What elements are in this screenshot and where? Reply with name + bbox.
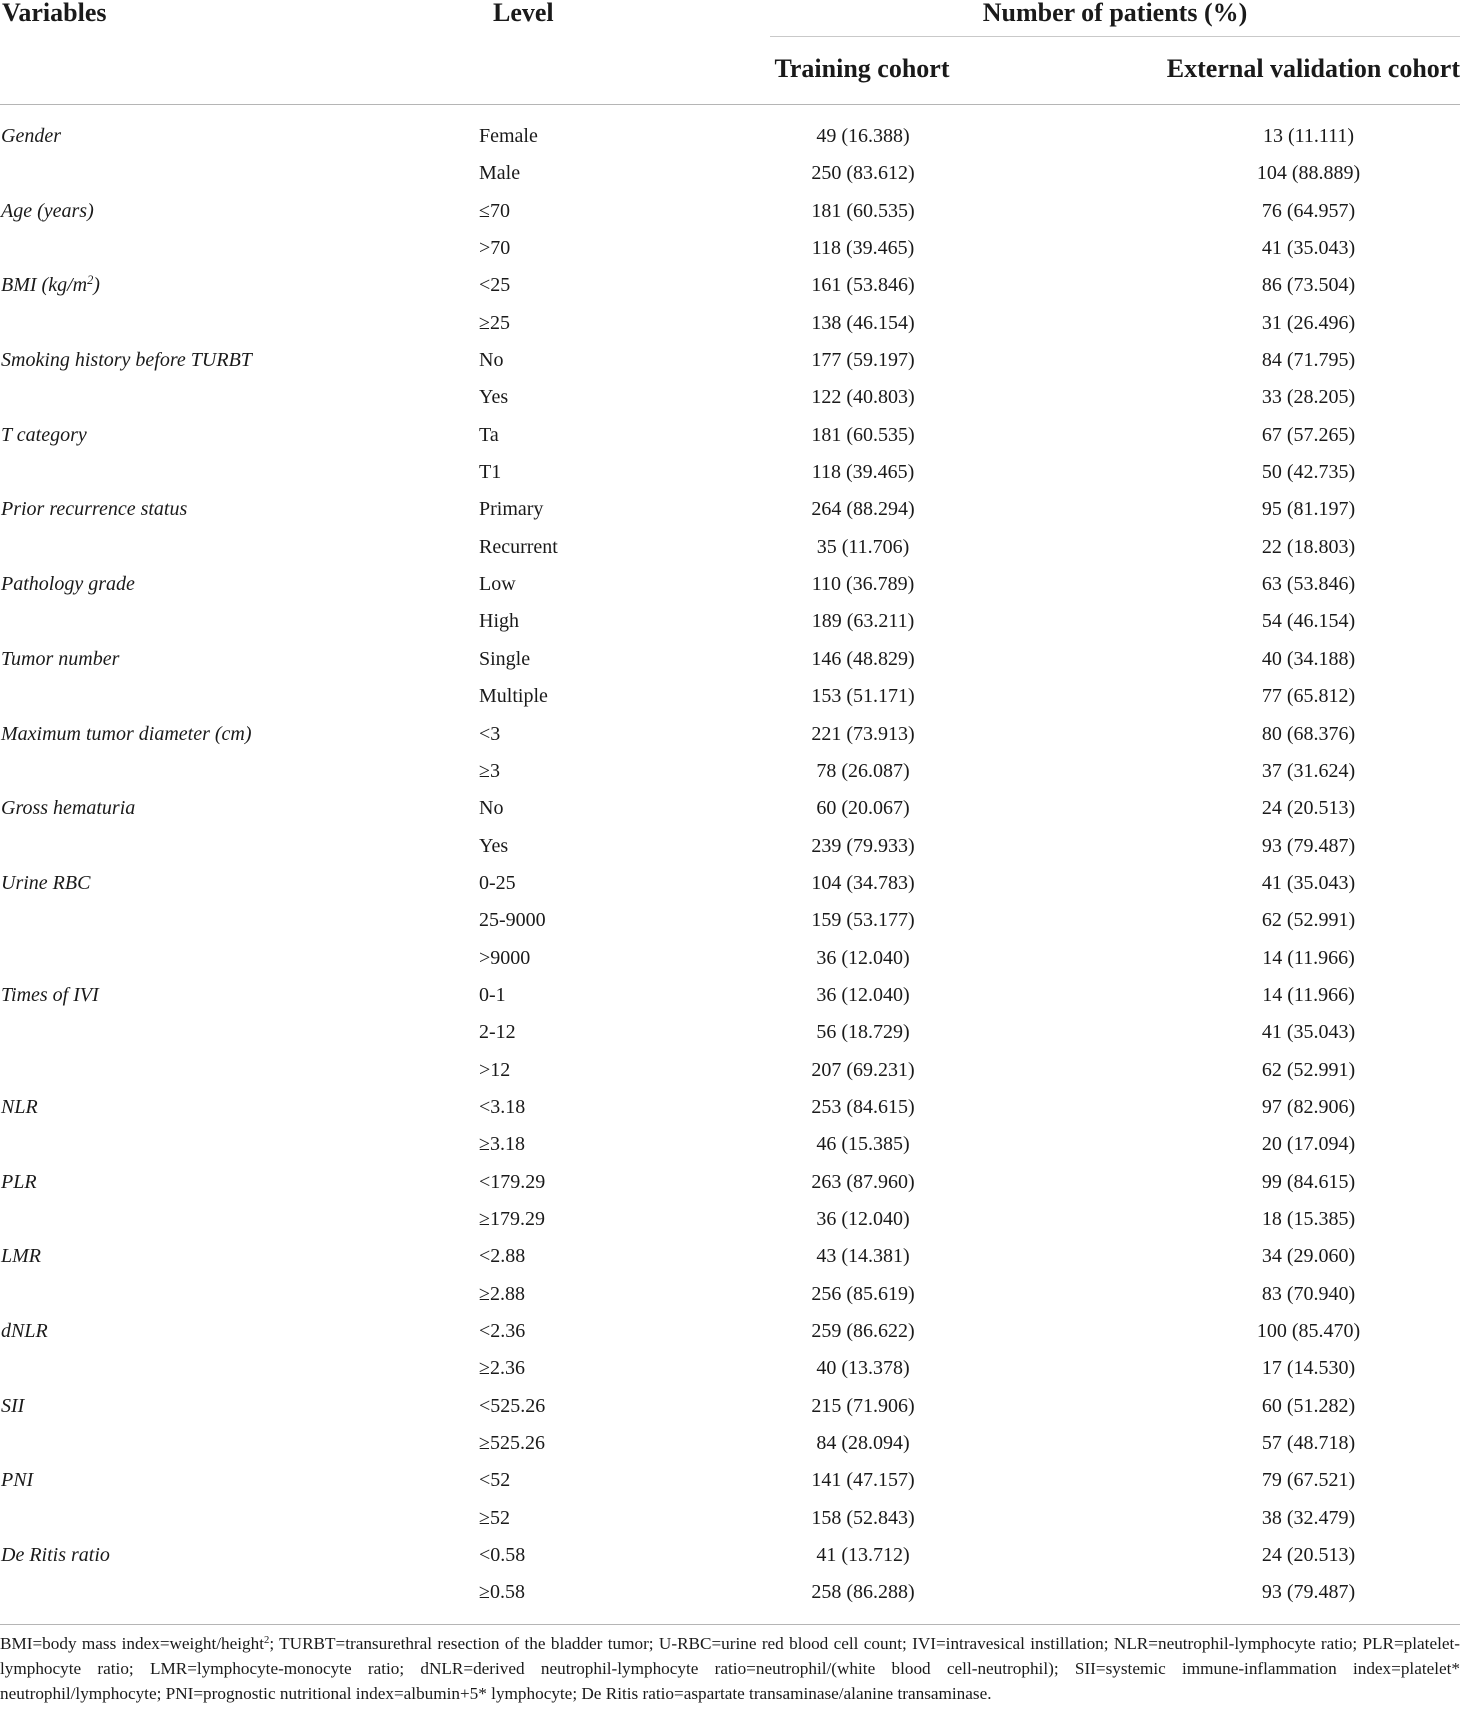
table-row xyxy=(0,940,1460,977)
validation-cohort-cell: 84 (71.795) xyxy=(1261,349,1356,372)
variable-cell: Smoking history before TURBT xyxy=(1,349,252,372)
validation-cohort-cell: 22 (18.803) xyxy=(1261,535,1356,558)
table-row xyxy=(0,1014,1460,1051)
variable-cell: SII xyxy=(1,1394,25,1417)
level-cell: <3.18 xyxy=(479,1095,526,1118)
training-cohort-cell: 177 (59.197) xyxy=(811,349,915,372)
validation-cohort-cell: 63 (53.846) xyxy=(1261,573,1356,596)
level-cell: Primary xyxy=(479,498,544,521)
validation-cohort-cell: 41 (35.043) xyxy=(1261,237,1356,260)
variable-cell: Gross hematuria xyxy=(1,797,136,820)
validation-cohort-cell: 41 (35.043) xyxy=(1261,1021,1356,1044)
table-row xyxy=(0,753,1460,790)
validation-cohort-cell: 80 (68.376) xyxy=(1261,722,1356,745)
training-cohort-cell: 78 (26.087) xyxy=(816,759,910,782)
training-cohort-cell: 256 (85.619) xyxy=(811,1282,915,1305)
table-row xyxy=(0,342,1460,379)
level-cell: ≥179.29 xyxy=(479,1207,545,1230)
table-row xyxy=(0,902,1460,939)
header-bottom-rule xyxy=(0,104,1460,105)
validation-cohort-cell: 24 (20.513) xyxy=(1261,797,1356,820)
validation-cohort-cell: 77 (65.812) xyxy=(1261,685,1356,708)
table-row xyxy=(0,230,1460,267)
validation-cohort-cell: 100 (85.470) xyxy=(1256,1320,1361,1342)
training-cohort-cell: 118 (39.465) xyxy=(811,237,915,260)
table-row xyxy=(0,1313,1460,1350)
training-cohort-cell: 40 (13.378) xyxy=(816,1357,910,1380)
variable-cell: PNI xyxy=(1,1469,34,1492)
level-cell: <2.36 xyxy=(479,1320,526,1342)
level-cell: ≥3.18 xyxy=(479,1133,525,1156)
validation-cohort-cell: 67 (57.265) xyxy=(1261,423,1356,446)
header-variables: Variables xyxy=(2,0,107,27)
level-cell: 25-9000 xyxy=(479,909,546,932)
table-row xyxy=(0,155,1460,192)
header-level: Level xyxy=(493,0,554,27)
training-cohort-cell: 41 (13.712) xyxy=(816,1544,910,1567)
level-cell: No xyxy=(479,797,504,820)
validation-cohort-cell: 62 (52.991) xyxy=(1261,1058,1356,1081)
validation-cohort-cell: 34 (29.060) xyxy=(1261,1245,1356,1268)
variable-cell: Pathology grade xyxy=(1,573,135,596)
validation-cohort-cell: 20 (17.094) xyxy=(1261,1133,1356,1156)
level-cell: <52 xyxy=(479,1469,511,1492)
validation-cohort-cell: 40 (34.188) xyxy=(1261,647,1356,670)
validation-cohort-cell: 93 (79.487) xyxy=(1261,1581,1356,1604)
level-cell: ≥2.36 xyxy=(479,1357,525,1380)
training-cohort-cell: 263 (87.960) xyxy=(811,1170,915,1193)
variable-cell: Age (years) xyxy=(1,199,94,222)
table-bottom-rule xyxy=(0,1624,1460,1625)
table-row xyxy=(0,305,1460,342)
table-row xyxy=(0,1089,1460,1126)
validation-cohort-cell: 33 (28.205) xyxy=(1261,386,1356,409)
variable-cell: dNLR xyxy=(1,1320,48,1342)
training-cohort-cell: 36 (12.040) xyxy=(816,1207,910,1230)
training-cohort-cell: 43 (14.381) xyxy=(816,1245,910,1268)
training-cohort-cell: 158 (52.843) xyxy=(811,1506,915,1529)
training-cohort-cell: 56 (18.729) xyxy=(816,1021,910,1044)
table-row xyxy=(0,1388,1460,1425)
validation-cohort-cell: 93 (79.487) xyxy=(1261,834,1356,857)
table-row xyxy=(0,716,1460,753)
level-cell: <0.58 xyxy=(479,1544,526,1567)
table-row xyxy=(0,1126,1460,1163)
training-cohort-cell: 122 (40.803) xyxy=(811,386,915,409)
validation-cohort-cell: 18 (15.385) xyxy=(1261,1207,1356,1230)
validation-cohort-cell: 17 (14.530) xyxy=(1261,1357,1356,1380)
training-cohort-cell: 153 (51.171) xyxy=(811,685,915,708)
table-row xyxy=(0,193,1460,230)
footnote-text-1: BMI=body mass index=weight/height xyxy=(0,1634,265,1653)
table-row xyxy=(0,828,1460,865)
level-cell: No xyxy=(479,349,504,372)
validation-cohort-cell: 24 (20.513) xyxy=(1261,1544,1356,1567)
level-cell: Yes xyxy=(479,834,509,857)
level-cell: Female xyxy=(479,125,538,147)
table-row xyxy=(0,379,1460,416)
training-cohort-cell: 36 (12.040) xyxy=(816,946,910,969)
table-body xyxy=(0,118,1460,1612)
validation-cohort-cell: 50 (42.735) xyxy=(1261,461,1356,484)
level-cell: High xyxy=(479,610,519,633)
level-cell: ≥25 xyxy=(479,311,510,334)
table-row xyxy=(0,977,1460,1014)
level-cell: <2.88 xyxy=(479,1245,526,1268)
table-footnote xyxy=(0,1631,1460,1706)
level-cell: 0-1 xyxy=(479,983,506,1006)
table-row xyxy=(0,491,1460,528)
variable-cell: LMR xyxy=(1,1245,41,1268)
table-row xyxy=(0,678,1460,715)
table-row xyxy=(0,566,1460,603)
variable-cell: PLR xyxy=(1,1170,37,1193)
training-cohort-cell: 35 (11.706) xyxy=(816,535,910,558)
level-cell: ≥52 xyxy=(479,1506,510,1529)
training-cohort-cell: 239 (79.933) xyxy=(811,834,915,857)
table-row xyxy=(0,118,1460,155)
training-cohort-cell: 264 (88.294) xyxy=(811,498,915,521)
training-cohort-cell: 60 (20.067) xyxy=(816,797,910,820)
footnote-text-2: ; TURBT=transurethral resection of the bladder tumor; U-RBC=urine red blood cell count; IVI=intravesical instillation; NLR=neutrophil-lymphocyte ratio; PLR=platelet-lymphocyte ratio; LMR=lymphocyte-monocyte ratio; dNLR=derived neutrophil-lymphocyte ratio=neutrophil/(white blood cell-neutrophil); SII=systemic immune-inflammation index=platelet* neutrophil/lymphocyte; PNI=prognostic nutritional index=albumin+5* lymphocyte; De Ritis ratio=aspartate transaminase/alanine transaminase. xyxy=(0,1634,1460,1703)
table-row xyxy=(0,1052,1460,1089)
training-cohort-cell: 258 (86.288) xyxy=(811,1581,915,1604)
validation-cohort-cell: 57 (48.718) xyxy=(1261,1432,1356,1455)
validation-cohort-cell: 76 (64.957) xyxy=(1261,199,1356,222)
level-cell: <25 xyxy=(479,274,511,297)
table-row xyxy=(0,1500,1460,1537)
training-cohort-cell: 110 (36.789) xyxy=(811,573,915,596)
training-cohort-cell: 207 (69.231) xyxy=(811,1058,915,1081)
table-row xyxy=(0,1350,1460,1387)
level-cell: 2-12 xyxy=(479,1021,516,1044)
validation-cohort-cell: 60 (51.282) xyxy=(1261,1394,1356,1417)
table-row xyxy=(0,1425,1460,1462)
validation-cohort-cell: 37 (31.624) xyxy=(1261,759,1356,782)
variable-cell: Maximum tumor diameter (cm) xyxy=(1,722,252,745)
level-cell: Ta xyxy=(479,423,499,446)
variable-cell: Urine RBC xyxy=(1,871,91,894)
variable-cell: Prior recurrence status xyxy=(1,498,188,521)
level-cell: 0-25 xyxy=(479,871,516,894)
table-row xyxy=(0,1201,1460,1238)
header-sub-rule xyxy=(770,36,1460,37)
training-cohort-cell: 104 (34.783) xyxy=(811,871,915,894)
level-cell: >70 xyxy=(479,237,511,260)
validation-cohort-cell: 14 (11.966) xyxy=(1262,983,1355,1006)
table-row xyxy=(0,603,1460,640)
validation-cohort-cell: 83 (70.940) xyxy=(1261,1282,1356,1305)
level-cell: T1 xyxy=(479,461,502,484)
level-cell: <179.29 xyxy=(479,1170,546,1193)
variable-cell: Tumor number xyxy=(1,647,120,670)
variable-cell: NLR xyxy=(1,1095,38,1118)
training-cohort-cell: 250 (83.612) xyxy=(811,162,915,185)
level-cell: <525.26 xyxy=(479,1394,546,1417)
training-cohort-cell: 181 (60.535) xyxy=(811,423,915,446)
variable-cell: Gender xyxy=(1,125,61,147)
level-cell: ≤70 xyxy=(479,199,510,222)
training-cohort-cell: 84 (28.094) xyxy=(816,1432,910,1455)
validation-cohort-cell: 99 (84.615) xyxy=(1261,1170,1356,1193)
training-cohort-cell: 161 (53.846) xyxy=(811,274,915,297)
training-cohort-cell: 146 (48.829) xyxy=(811,647,915,670)
variable-cell: T category xyxy=(1,423,87,446)
validation-cohort-cell: 97 (82.906) xyxy=(1261,1095,1356,1118)
table-row xyxy=(0,865,1460,902)
level-cell: ≥0.58 xyxy=(479,1581,525,1604)
training-cohort-cell: 159 (53.177) xyxy=(811,909,915,932)
level-cell: ≥2.88 xyxy=(479,1282,525,1305)
training-cohort-cell: 189 (63.211) xyxy=(811,610,915,633)
validation-cohort-cell: 86 (73.504) xyxy=(1261,274,1356,297)
validation-cohort-cell: 14 (11.966) xyxy=(1262,946,1355,969)
validation-cohort-cell: 13 (11.111) xyxy=(1262,125,1355,147)
level-cell: ≥3 xyxy=(479,759,500,782)
table-row xyxy=(0,1164,1460,1201)
training-cohort-cell: 215 (71.906) xyxy=(811,1394,915,1417)
table-row xyxy=(0,1574,1460,1611)
training-cohort-cell: 49 (16.388) xyxy=(816,125,910,147)
validation-cohort-cell: 95 (81.197) xyxy=(1261,498,1356,521)
training-cohort-cell: 118 (39.465) xyxy=(811,461,915,484)
header-training-cohort: Training cohort xyxy=(774,54,950,83)
level-cell: Male xyxy=(479,162,521,185)
training-cohort-cell: 141 (47.157) xyxy=(811,1469,915,1492)
level-cell: ≥525.26 xyxy=(479,1432,545,1455)
training-cohort-cell: 253 (84.615) xyxy=(811,1095,915,1118)
header-number-of-patients: Number of patients (%) xyxy=(982,0,1248,27)
table-row xyxy=(0,641,1460,678)
table-row xyxy=(0,267,1460,304)
training-cohort-cell: 138 (46.154) xyxy=(811,311,915,334)
level-cell: >9000 xyxy=(479,946,531,969)
validation-cohort-cell: 62 (52.991) xyxy=(1261,909,1356,932)
training-cohort-cell: 221 (73.913) xyxy=(811,722,915,745)
level-cell: Multiple xyxy=(479,685,548,708)
level-cell: >12 xyxy=(479,1058,511,1081)
training-cohort-cell: 259 (86.622) xyxy=(811,1320,915,1342)
training-cohort-cell: 46 (15.385) xyxy=(816,1133,910,1156)
variable-cell: De Ritis ratio xyxy=(1,1544,110,1567)
validation-cohort-cell: 31 (26.496) xyxy=(1261,311,1356,334)
table-row xyxy=(0,790,1460,827)
table-row xyxy=(0,1462,1460,1499)
level-cell: <3 xyxy=(479,722,501,745)
validation-cohort-cell: 41 (35.043) xyxy=(1261,871,1356,894)
validation-cohort-cell: 79 (67.521) xyxy=(1261,1469,1356,1492)
level-cell: Low xyxy=(479,573,516,596)
validation-cohort-cell: 38 (32.479) xyxy=(1261,1506,1356,1529)
table-row xyxy=(0,1537,1460,1574)
header-external-validation-cohort: External validation cohort xyxy=(1166,54,1460,83)
level-cell: Recurrent xyxy=(479,535,558,558)
table-row xyxy=(0,454,1460,491)
validation-cohort-cell: 104 (88.889) xyxy=(1256,162,1361,185)
level-cell: Yes xyxy=(479,386,509,409)
validation-cohort-cell: 54 (46.154) xyxy=(1261,610,1356,633)
training-cohort-cell: 181 (60.535) xyxy=(811,199,915,222)
table-row xyxy=(0,1276,1460,1313)
variable-cell: Times of IVI xyxy=(1,983,99,1006)
footnote-superscript: 2 xyxy=(264,1635,270,1647)
training-cohort-cell: 36 (12.040) xyxy=(816,983,910,1006)
table-row xyxy=(0,417,1460,454)
table-row xyxy=(0,529,1460,566)
table-row xyxy=(0,1238,1460,1275)
variable-cell: BMI $(kg/m^2)$ xyxy=(1,273,100,297)
level-cell: Single xyxy=(479,647,531,670)
